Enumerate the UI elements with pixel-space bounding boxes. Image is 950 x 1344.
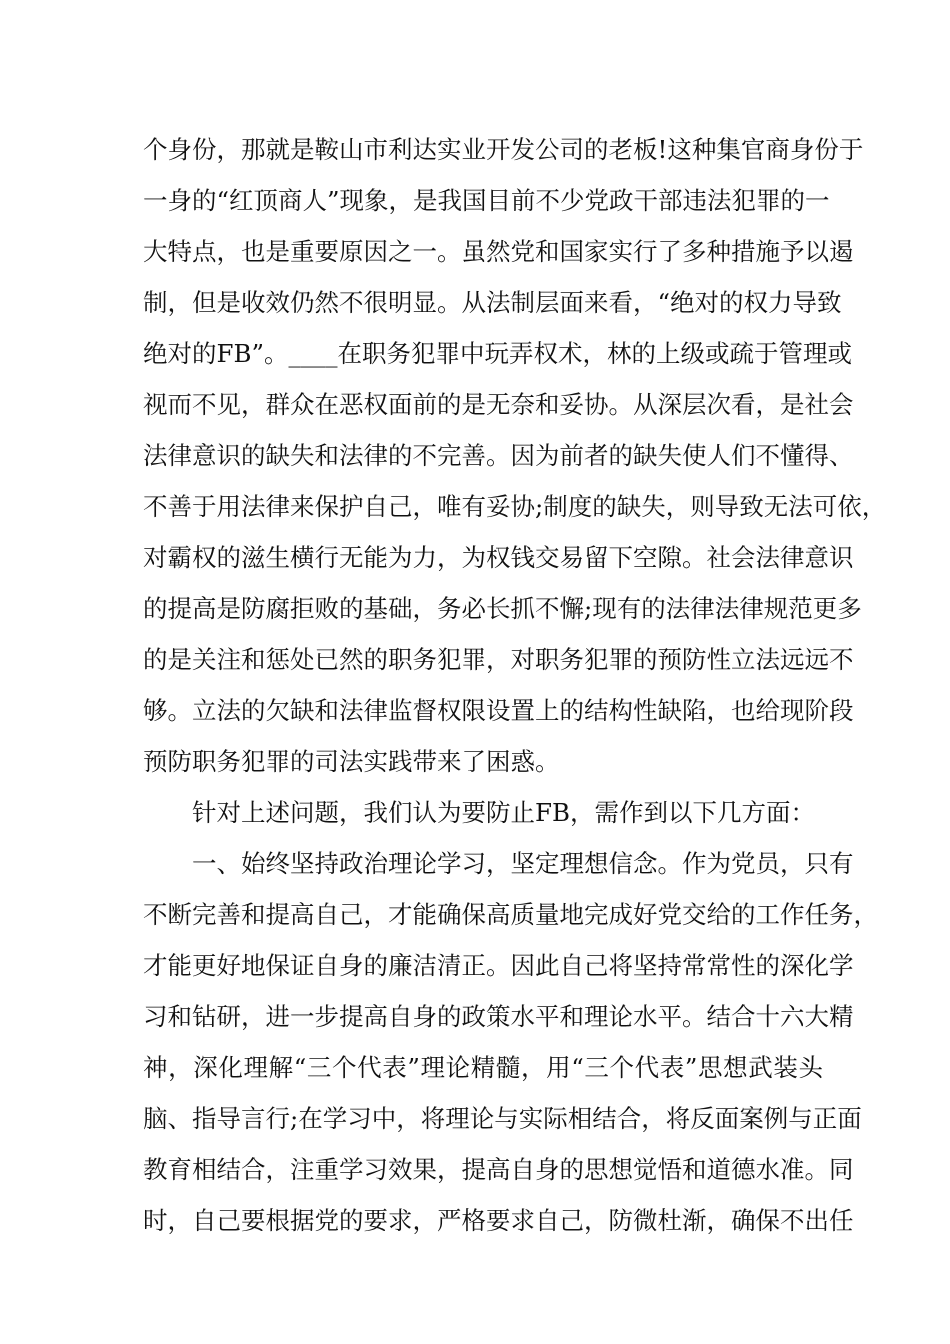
paragraph-line: 大特点，也是重要原因之一。虽然党和国家实行了多种措施予以遏 <box>143 237 854 266</box>
paragraph-line: 个身份，那就是鞍山市利达实业开发公司的老板!这种集官商身份于 <box>143 135 864 164</box>
paragraph-line: 制，但是收效仍然不很明显。从法制层面来看，“绝对的权力导致 <box>143 288 842 317</box>
paragraph-line: 对霸权的滋生横行无能为力，为权钱交易留下空隙。社会法律意识 <box>143 543 854 572</box>
paragraph-line-intro: 针对上述问题，我们认为要防止FB，需作到以下几方面： <box>192 798 816 827</box>
section-heading-line: 一、始终坚持政治理论学习，坚定理想信念。作为党员，只有 <box>192 849 854 878</box>
paragraph-line: 神，深化理解“三个代表”理论精髓，用“三个代表”思想武装头 <box>143 1053 823 1082</box>
paragraph-line: 够。立法的欠缺和法律监督权限设置上的结构性缺陷，也给现阶段 <box>143 696 854 725</box>
paragraph-line: 的提高是防腐拒败的基础，务必长抓不懈;现有的法律法律规范更多 <box>143 594 862 623</box>
paragraph-line: 时，自己要根据党的要求，严格要求自己，防微杜渐，确保不出任 <box>143 1206 854 1235</box>
paragraph-line: 习和钻研，进一步提高自身的政策水平和理论水平。结合十六大精 <box>143 1002 854 1031</box>
paragraph-line: 一身的“红顶商人”现象，是我国目前不少党政干部违法犯罪的一 <box>143 186 830 215</box>
paragraph-line: 绝对的FB”。____在职务犯罪中玩弄权术，林的上级或疏于管理或 <box>143 339 853 368</box>
paragraph-line: 不断完善和提高自己，才能确保高质量地完成好党交给的工作任务， <box>143 900 878 929</box>
paragraph-line: 的是关注和惩处已然的职务犯罪，对职务犯罪的预防性立法远远不 <box>143 645 854 674</box>
paragraph-line: 才能更好地保证自身的廉洁清正。因此自己将坚持常常性的深化学 <box>143 951 854 980</box>
paragraph-line: 不善于用法律来保护自己，唯有妥协;制度的缺失，则导致无法可依， <box>143 492 887 521</box>
paragraph-line-last: 预防职务犯罪的司法实践带来了困惑。 <box>143 747 560 776</box>
paragraph-line: 法律意识的缺失和法律的不完善。因为前者的缺失使人们不懂得、 <box>143 441 854 470</box>
paragraph-line: 脑、指导言行;在学习中，将理论与实际相结合，将反面案例与正面 <box>143 1104 862 1133</box>
paragraph-line: 视而不见，群众在恶权面前的是无奈和妥协。从深层次看，是社会 <box>143 390 854 419</box>
paragraph-line: 教育相结合，注重学习效果，提高自身的思想觉悟和道德水准。同 <box>143 1155 854 1184</box>
